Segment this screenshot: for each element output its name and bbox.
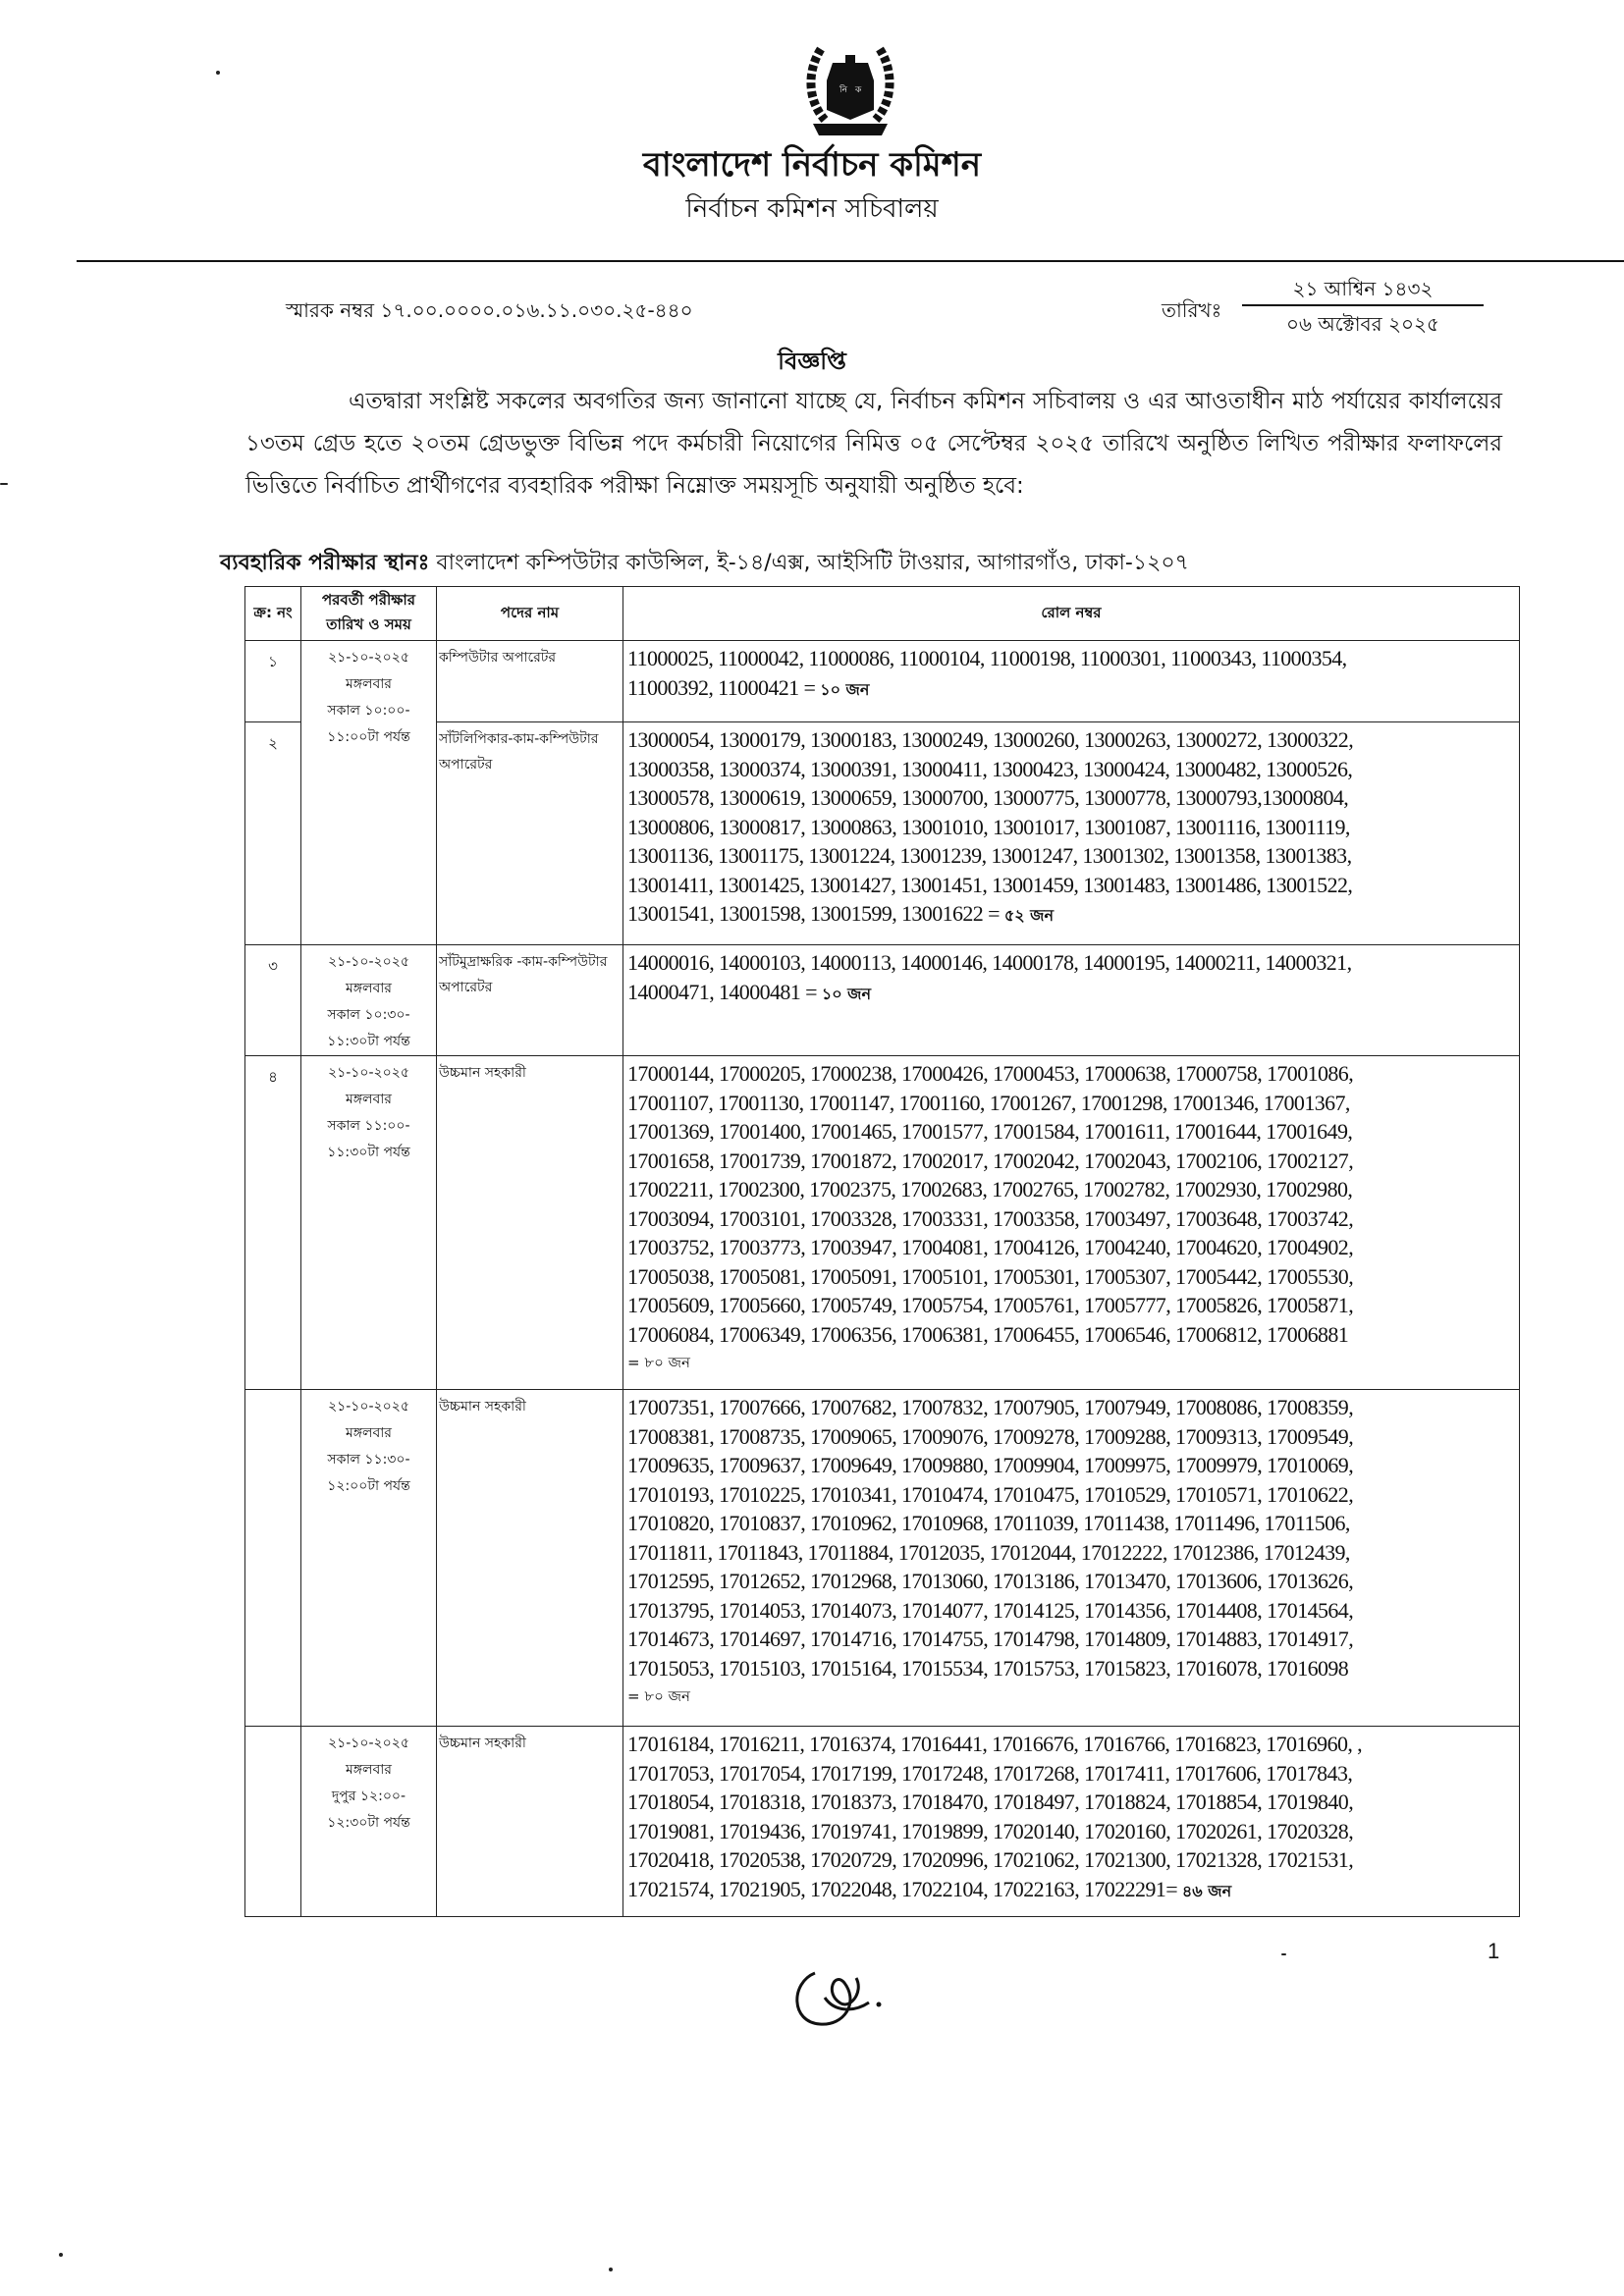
header-date-time: পরবর্তী পরীক্ষার তারিখ ও সময় xyxy=(301,587,437,641)
post-cell: সাঁটলিপিকার-কাম-কম্পিউটার অপারেটর xyxy=(437,722,623,945)
table-row xyxy=(245,1390,1520,1727)
candidate-count: ৪৬ জন xyxy=(1181,1881,1232,1900)
schedule-date: ২১-১০-২০২৫ xyxy=(328,1735,409,1751)
roll-number-line xyxy=(627,948,1515,978)
roll-numbers: 17003752, 17003773, 17003947, 17004081, 17004126, 17004240, 17004620, 17004902, xyxy=(627,1235,1354,1259)
roll-numbers: 17001658, 17001739, 17001872, 17002017, 17002042, 17002043, 17002106, 17002127, xyxy=(627,1148,1354,1173)
candidate-count: ১০ জন xyxy=(820,679,870,699)
roll-numbers: 17002211, 17002300, 17002375, 17002683, 17002765, 17002782, 17002930, 17002980, xyxy=(627,1177,1353,1201)
roll-numbers: 17006084, 17006349, 17006356, 17006381, 17006455, 17006546, 17006812, 17006881 xyxy=(627,1321,1349,1347)
notice-title: বিজ্ঞপ্তি xyxy=(778,347,846,375)
roll-cell xyxy=(623,1390,1520,1727)
roll-cell xyxy=(623,945,1520,1056)
schedule-date: ২১-১০-২০২৫ xyxy=(328,650,409,666)
roll-number-line xyxy=(627,1509,1515,1538)
serial-cell: ৪ xyxy=(245,1056,301,1390)
header-serial: ক্র: নং xyxy=(245,587,301,641)
roll-number-line xyxy=(627,1817,1515,1846)
roll-numbers: 17015053, 17015103, 17015164, 17015534, 17015753, 17015823, 17016078, 17016098 xyxy=(627,1655,1349,1681)
roll-number-line xyxy=(627,899,1515,931)
roll-numbers: 11000392, 11000421 = xyxy=(627,674,816,700)
date-bangla: ২১ আশ্বিন ১৪৩২ xyxy=(1292,277,1434,300)
roll-numbers: 17007351, 17007666, 17007682, 17007832, 17007905, 17007949, 17008086, 17008359, xyxy=(627,1395,1354,1419)
serial-cell: ১ xyxy=(245,641,301,722)
candidate-count: = ৮০ জন xyxy=(627,1354,690,1371)
roll-number-line xyxy=(627,755,1515,784)
roll-number-line xyxy=(627,1730,1515,1759)
date-time-cell xyxy=(301,945,437,1056)
date-divider xyxy=(1242,304,1484,306)
roll-number-line xyxy=(627,1759,1515,1789)
roll-numbers: 14000471, 14000481 = xyxy=(627,979,817,1004)
post-cell: উচ্চমান সহকারী xyxy=(437,1727,623,1917)
roll-number-line xyxy=(627,1147,1515,1176)
roll-numbers: 17010193, 17010225, 17010341, 17010474, 17010475, 17010529, 17010571, 17010622, xyxy=(627,1481,1354,1507)
roll-number-line xyxy=(627,644,1515,673)
roll-numbers: 17005038, 17005081, 17005091, 17005101, 17005301, 17005307, 17005442, 17005530, xyxy=(627,1263,1354,1289)
header-post: পদের নাম xyxy=(437,587,623,641)
roll-numbers: 17014673, 17014697, 17014716, 17014755, 17014798, 17014809, 17014883, 17014917, xyxy=(627,1627,1354,1651)
scan-speck xyxy=(216,71,220,75)
roll-numbers: 13001411, 13001425, 13001427, 13001451, 13001459, 13001483, 13001486, 13001522, xyxy=(627,872,1353,897)
roll-number-line xyxy=(627,1393,1515,1422)
roll-numbers: 11000025, 11000042, 11000086, 11000104, 11000198, 11000301, 11000343, 11000354, xyxy=(627,646,1347,670)
organization-name: বাংলাদেশ নির্বাচন কমিশন xyxy=(642,145,982,185)
roll-numbers: 13000578, 13000619, 13000659, 13000700, 13000775, 13000778, 13000793,13000804, xyxy=(627,785,1349,810)
roll-number-line xyxy=(627,1059,1515,1089)
roll-number-line xyxy=(627,841,1515,871)
table-row xyxy=(245,945,1520,1056)
schedule-day: মঙ্গলবার xyxy=(345,676,393,692)
candidate-count: ১০ জন xyxy=(821,984,872,1003)
serial-cell: ২ xyxy=(245,722,301,945)
roll-numbers: 17001369, 17001400, 17001465, 17001577, 17001584, 17001611, 17001644, 17001649, xyxy=(627,1119,1353,1144)
roll-cell xyxy=(623,722,1520,945)
roll-number-line xyxy=(627,1567,1515,1596)
date-time-cell xyxy=(301,1727,437,1917)
exam-schedule-table xyxy=(244,586,1520,1917)
table-row xyxy=(245,641,1520,722)
roll-number-line xyxy=(627,1233,1515,1262)
schedule-time2: ১১:৩০টা পর্যন্ত xyxy=(327,1145,410,1160)
roll-number-line xyxy=(627,1451,1515,1480)
post-cell: সাঁটমুদ্রাক্ষরিক -কাম-কম্পিউটার অপারেটর xyxy=(437,945,623,1056)
roll-number-line xyxy=(627,978,1515,1009)
schedule-time2: ১১:০০টা পর্যন্ত xyxy=(327,729,410,745)
roll-number-line xyxy=(627,783,1515,813)
schedule-time1: সকাল ১১:৩০- xyxy=(327,1452,410,1468)
schedule-time1: সকাল ১০:৩০- xyxy=(327,1007,410,1023)
schedule-date: ২১-১০-২০২৫ xyxy=(328,954,409,970)
roll-numbers: 13000358, 13000374, 13000391, 13000411, 13000423, 13000424, 13000482, 13000526, xyxy=(627,756,1353,781)
roll-number-line xyxy=(627,1654,1515,1683)
roll-number-line xyxy=(627,1262,1515,1292)
schedule-day: মঙ্গলবার xyxy=(345,1762,393,1778)
scan-speck xyxy=(1281,1953,1286,1955)
header-rolls: রোল নম্বর xyxy=(623,587,1520,641)
scan-speck xyxy=(609,2268,613,2271)
date-english: ০৬ অক্টোবর ২০২৫ xyxy=(1285,312,1440,336)
roll-number-line xyxy=(627,1291,1515,1320)
schedule-time2: ১২:৩০টা পর্যন্ত xyxy=(327,1815,410,1831)
roll-number-line xyxy=(627,1875,1515,1906)
table-row xyxy=(245,1727,1520,1917)
schedule-date: ২১-১০-২০২৫ xyxy=(328,1065,409,1081)
venue-address: বাংলাদেশ কম্পিউটার কাউন্সিল, ই-১৪/এক্স, আইসিটি টাওয়ার, আগারগাঁও, ঢাকা-১২০৭ xyxy=(436,551,1189,575)
post-cell: কম্পিউটার অপারেটর xyxy=(437,641,623,722)
roll-number-line xyxy=(627,813,1515,842)
roll-number-line xyxy=(627,1204,1515,1234)
post-cell: উচ্চমান সহকারী xyxy=(437,1056,623,1390)
roll-number-line xyxy=(627,1625,1515,1654)
scan-speck xyxy=(59,2253,63,2257)
notice-body: এতদ্বারা সংশ্লিষ্ট সকলের অবগতির জন্য জানানো যাচ্ছে যে, নির্বাচন কমিশন সচিবালয় ও এর আওতাধীন মাঠ পর্যায়ের কার্যালয়ের ১৩তম গ্রেড হতে ২০তম গ্রেডভুক্ত বিভিন্ন পদে কর্মচারী নিয়োগের নিমিত্ত ০৫ সেপ্টেম্বর ২০২৫ তারিখে অনুষ্ঠিত লিখিত পরীক্ষার ফলাফলের ভিত্তিতে নির্বাচিত প্রার্থীগণের ব্যবহারিক পরীক্ষা নিম্নোক্ত সময়সূচি অনুযায়ী অনুষ্ঠিত হবে: xyxy=(245,389,1503,499)
roll-numbers: 17013795, 17014053, 17014073, 17014077, 17014125, 17014356, 17014408, 17014564, xyxy=(627,1597,1354,1623)
roll-number-line xyxy=(627,1480,1515,1510)
table-row xyxy=(245,1056,1520,1390)
venue-line xyxy=(220,546,1189,582)
page-number: 1 xyxy=(1488,1939,1500,1963)
table-row xyxy=(245,722,1520,945)
roll-numbers: 17008381, 17008735, 17009065, 17009076, 17009278, 17009288, 17009313, 17009549, xyxy=(627,1423,1354,1449)
secretariat-name: নির্বাচন কমিশন সচিবালয় xyxy=(685,194,939,224)
table-header-row xyxy=(245,587,1520,641)
serial-cell: ৩ xyxy=(245,945,301,1056)
roll-number-line xyxy=(627,1422,1515,1452)
memo-number: স্মারক নম্বর ১৭.০০.০০০০.০১৬.১১.০৩০.২৫-৪৪০ xyxy=(286,298,693,322)
roll-number-line xyxy=(627,1538,1515,1568)
roll-numbers: 17019081, 17019436, 17019741, 17019899, 17020140, 17020160, 17020261, 17020328, xyxy=(627,1818,1354,1843)
svg-text:নি: নি xyxy=(839,85,847,95)
roll-cell xyxy=(623,1056,1520,1390)
schedule-day: মঙ্গলবার xyxy=(345,1092,393,1107)
roll-number-line xyxy=(627,673,1515,705)
candidate-count: ৫২ জন xyxy=(1003,906,1055,925)
roll-number-line xyxy=(627,1117,1515,1147)
candidate-count: = ৮০ জন xyxy=(627,1687,690,1705)
roll-number-line xyxy=(627,1175,1515,1204)
signature-mark xyxy=(785,1953,913,2032)
roll-numbers: 17010820, 17010837, 17010962, 17010968, 17011039, 17011438, 17011496, 17011506, xyxy=(627,1511,1350,1535)
roll-numbers: 17017053, 17017054, 17017199, 17017248, 17017268, 17017411, 17017606, 17017843, xyxy=(627,1760,1353,1786)
roll-number-line xyxy=(627,1845,1515,1875)
schedule-day: মঙ্গলবার xyxy=(345,1425,393,1441)
schedule-date: ২১-১০-২০২৫ xyxy=(328,1399,409,1415)
date-time-cell xyxy=(301,641,437,945)
roll-number-line xyxy=(627,725,1515,755)
roll-numbers: 17003094, 17003101, 17003328, 17003331, 17003358, 17003497, 17003648, 17003742, xyxy=(627,1205,1354,1231)
schedule-time2: ১১:৩০টা পর্যন্ত xyxy=(327,1034,410,1049)
svg-text:ক: ক xyxy=(855,85,862,95)
post-cell: উচ্চমান সহকারী xyxy=(437,1390,623,1727)
election-commission-logo xyxy=(803,41,897,139)
roll-numbers: 17005609, 17005660, 17005749, 17005754, 17005761, 17005777, 17005826, 17005871, xyxy=(627,1293,1354,1317)
roll-number-line xyxy=(627,1788,1515,1817)
header-divider xyxy=(77,260,1624,262)
roll-numbers: 14000016, 14000103, 14000113, 14000146, 14000178, 14000195, 14000211, 14000321, xyxy=(627,950,1352,975)
schedule-day: মঙ্গলবার xyxy=(345,981,393,996)
date-label: তারিখঃ xyxy=(1162,298,1222,322)
schedule-time1: সকাল ১১:০০- xyxy=(327,1118,410,1134)
roll-numbers: 17012595, 17012652, 17012968, 17013060, 17013186, 17013470, 17013606, 17013626, xyxy=(627,1569,1354,1593)
date-time-cell xyxy=(301,1056,437,1390)
roll-number-line xyxy=(627,1089,1515,1118)
venue-label: ব্যবহারিক পরীক্ষার স্থানঃ xyxy=(220,551,430,575)
scan-speck xyxy=(0,483,8,485)
roll-numbers: 17011811, 17011843, 17011884, 17012035, 17012044, 17012222, 17012386, 17012439, xyxy=(627,1539,1350,1565)
roll-numbers: 17020418, 17020538, 17020729, 17020996, 17021062, 17021300, 17021328, 17021531, xyxy=(627,1847,1354,1872)
roll-numbers: 13001136, 13001175, 13001224, 13001239, 13001247, 13001302, 13001358, 13001383, xyxy=(627,843,1352,868)
roll-numbers: 17018054, 17018318, 17018373, 17018470, 17018497, 17018824, 17018854, 17019840, xyxy=(627,1789,1354,1814)
roll-numbers: 17021574, 17021905, 17022048, 17022104, 17022163, 17022291= xyxy=(627,1876,1178,1901)
date-time-cell xyxy=(301,1390,437,1727)
roll-number-line xyxy=(627,1596,1515,1626)
roll-numbers: 13000054, 13000179, 13000183, 13000249, 13000260, 13000263, 13000272, 13000322, xyxy=(627,727,1354,752)
schedule-time1: সকাল ১০:০০- xyxy=(327,703,410,719)
roll-number-line xyxy=(627,1320,1515,1350)
roll-numbers: 17009635, 17009637, 17009649, 17009880, 17009904, 17009975, 17009979, 17010069, xyxy=(627,1453,1354,1477)
roll-numbers: 17001107, 17001130, 17001147, 17001160, 17001267, 17001298, 17001346, 17001367, xyxy=(627,1090,1350,1115)
serial-cell xyxy=(245,1390,301,1727)
roll-cell xyxy=(623,641,1520,722)
schedule-time1: দুপুর ১২:০০- xyxy=(331,1789,406,1804)
roll-numbers: 17000144, 17000205, 17000238, 17000426, 17000453, 17000638, 17000758, 17001086, xyxy=(627,1061,1354,1086)
roll-numbers: 13001541, 13001598, 13001599, 13001622 = xyxy=(627,901,1000,926)
roll-number-line xyxy=(627,871,1515,900)
roll-cell xyxy=(623,1727,1520,1917)
roll-numbers: 17016184, 17016211, 17016374, 17016441, 17016676, 17016766, 17016823, 17016960, , xyxy=(627,1732,1363,1756)
roll-numbers: 13000806, 13000817, 13000863, 13001010, 13001017, 13001087, 13001116, 13001119, xyxy=(627,814,1350,839)
schedule-time2: ১২:০০টা পর্যন্ত xyxy=(327,1478,410,1494)
serial-cell xyxy=(245,1727,301,1917)
